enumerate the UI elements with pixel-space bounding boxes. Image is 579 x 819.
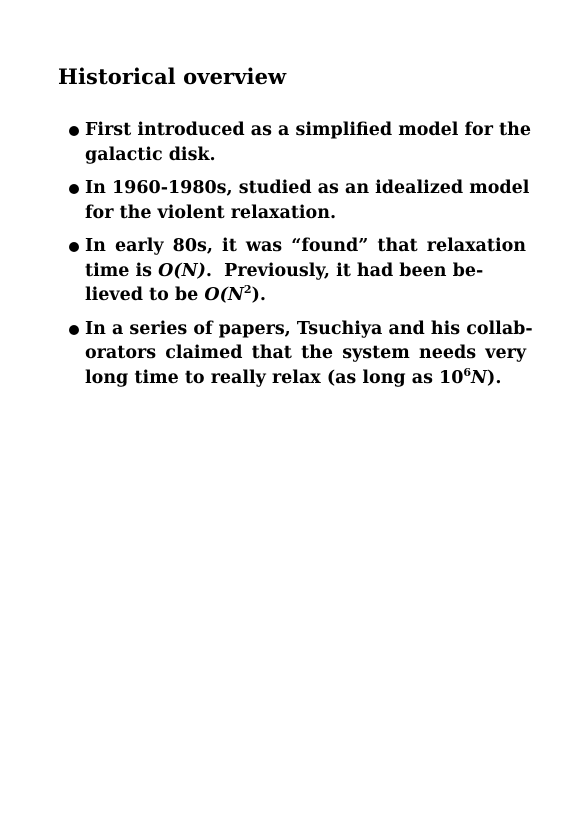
bullet-item — [66, 234, 526, 308]
superscript: 2 — [243, 283, 252, 296]
bullet-list — [66, 118, 533, 399]
text-run: lieved to be — [85, 285, 205, 305]
bullet-item — [66, 317, 533, 391]
bullet-dot-icon — [69, 242, 79, 252]
superscript: 6 — [463, 365, 472, 379]
text-run: ). — [487, 367, 502, 388]
text-run: long time to really relax (as long as 10 — [85, 367, 464, 388]
page-title: Historical overview — [58, 64, 287, 89]
bullet-line: In 1960-1980s, studied as an idealized model — [85, 178, 530, 198]
bullet-line: for the violent relaxation. — [85, 202, 337, 223]
text-run: . Previously, it had been be- — [205, 260, 484, 281]
bullet-line — [85, 259, 526, 284]
bullet-line: orators claimed that the system needs very — [85, 343, 526, 363]
bullet-line — [85, 366, 526, 391]
math-run: (N) — [173, 260, 206, 281]
bullet-dot-icon — [69, 184, 79, 194]
bullet-item — [66, 118, 531, 167]
bullet-line: galactic disk. — [85, 144, 216, 165]
bullet-line: In early 80s, it was “found” that relaxation — [85, 236, 526, 256]
math-run: N — [471, 367, 488, 388]
math-run: O(N — [204, 285, 244, 305]
math-run: O — [158, 260, 174, 281]
bullet-dot-icon — [69, 126, 79, 136]
bullet-line — [85, 283, 526, 308]
text-run: time is — [85, 260, 159, 281]
bullet-line: First introduced as a simplified model for the — [85, 120, 531, 140]
bullet-item — [66, 176, 530, 225]
text-run: ). — [251, 285, 266, 305]
bullet-dot-icon — [69, 325, 79, 335]
bullet-line: In a series of papers, Tsuchiya and his collab- — [85, 318, 533, 339]
